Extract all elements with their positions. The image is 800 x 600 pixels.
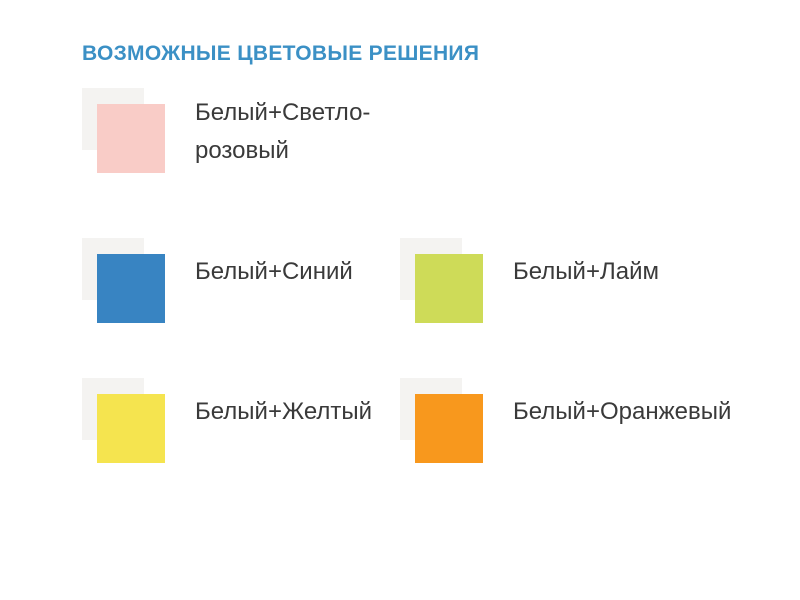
label-line: Белый+Оранжевый: [513, 398, 732, 425]
section-title: ВОЗМОЖНЫЕ ЦВЕТОВЫЕ РЕШЕНИЯ: [82, 42, 480, 65]
color-option-white-light-pink: [82, 88, 422, 180]
blue-square: [97, 254, 165, 323]
color-option-label: [195, 393, 372, 431]
label-line: Белый+Желтый: [195, 398, 373, 425]
color-option-label: [195, 253, 353, 291]
label-line: Белый+Синий: [195, 258, 353, 285]
color-swatch-pair: [400, 238, 484, 323]
color-option-label: [513, 253, 659, 291]
color-swatch-pair: [82, 88, 166, 173]
label-line: Белый+Светло-: [195, 99, 371, 126]
color-swatch-pair: [82, 238, 166, 323]
color-option-white-blue: [82, 238, 422, 330]
label-line: розовый: [195, 137, 289, 164]
label-line: Белый+Лайм: [513, 258, 659, 285]
lime-square: [415, 254, 483, 323]
color-option-white-orange: [400, 378, 740, 470]
color-option-white-lime: [400, 238, 740, 330]
color-swatch-pair: [82, 378, 166, 463]
color-option-white-yellow: [82, 378, 422, 470]
color-swatch-pair: [400, 378, 484, 463]
pink-square: [97, 104, 165, 173]
yellow-square: [97, 394, 165, 463]
orange-square: [415, 394, 483, 463]
color-option-label: [513, 393, 731, 431]
color-option-label: [195, 94, 370, 170]
